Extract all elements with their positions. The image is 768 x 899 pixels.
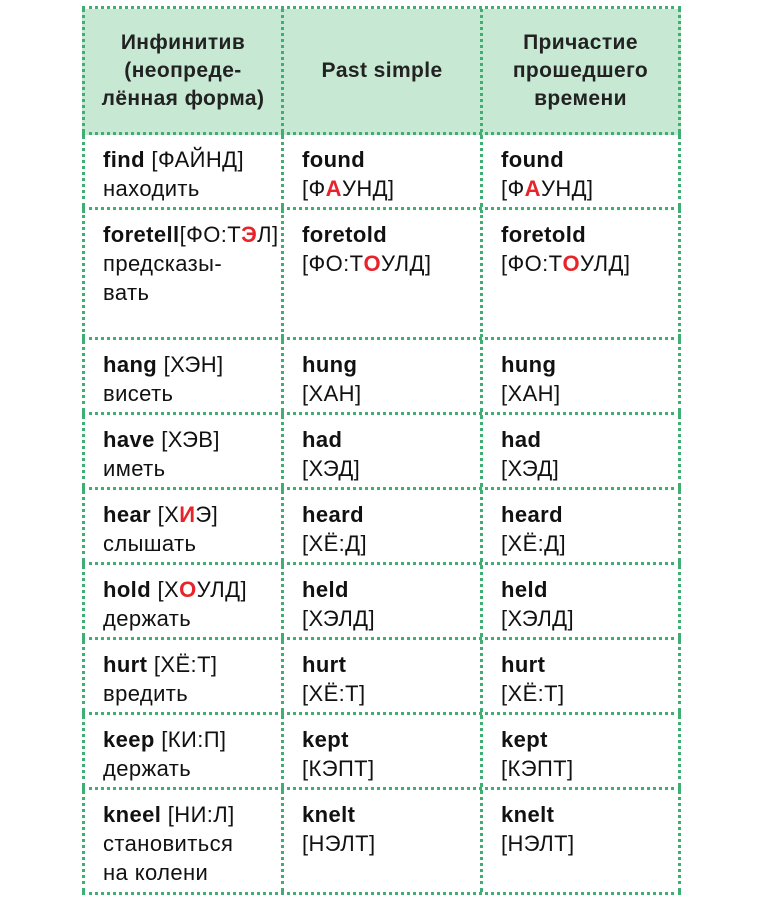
table-row (82, 415, 681, 490)
cell-line (501, 174, 668, 203)
table-row (82, 640, 681, 715)
cell-line (302, 800, 470, 829)
english-word: heard (302, 502, 364, 527)
table-row (82, 790, 681, 895)
english-word: had (501, 427, 542, 452)
cell-infinitive (82, 415, 281, 487)
cell-line (302, 575, 470, 604)
cell-line (302, 249, 470, 278)
cell-line (103, 725, 271, 754)
text-segment: находить (103, 176, 200, 201)
cell-line (501, 829, 668, 858)
text-segment: [ХЭД] (501, 456, 560, 481)
cell-line (501, 650, 668, 679)
table-row (82, 715, 681, 790)
cell-line (501, 454, 668, 483)
table-row (82, 565, 681, 640)
stressed-vowel: Э (241, 222, 258, 247)
cell-line (103, 529, 271, 558)
english-word: kept (501, 727, 548, 752)
text-segment: на колени (103, 860, 209, 885)
text-segment: [ХЁ:Д] (302, 531, 367, 556)
text-segment: висеть (103, 381, 174, 406)
english-word: held (302, 577, 349, 602)
cell-line (501, 500, 668, 529)
cell-line (103, 575, 271, 604)
cell-past-participle (480, 340, 681, 412)
cell-past-participle (480, 210, 681, 337)
cell-line (103, 249, 271, 278)
english-word: kept (302, 727, 349, 752)
english-word: have (103, 427, 155, 452)
english-word: hurt (501, 652, 546, 677)
text-segment: [ХЭВ] (154, 427, 220, 452)
text-segment: [ХЁ:Т] (501, 681, 565, 706)
header-past-simple: Past simple (281, 9, 480, 132)
cell-line (501, 604, 668, 633)
text-segment: [ФО:Т (302, 251, 364, 276)
english-word: found (501, 147, 565, 172)
text-segment: держать (103, 756, 192, 781)
cell-line (103, 454, 271, 483)
text-segment: [Ф (501, 176, 525, 201)
cell-line (501, 425, 668, 454)
text-segment: становиться (103, 831, 234, 856)
cell-past-participle (480, 415, 681, 487)
cell-infinitive (82, 790, 281, 892)
text-segment: [ХЭД] (302, 456, 361, 481)
cell-line (302, 725, 470, 754)
text-segment: УЛД] (580, 251, 631, 276)
cell-line (302, 425, 470, 454)
text-segment: [ФО:Т (179, 222, 242, 247)
english-word: hold (103, 577, 152, 602)
text-segment: вать (103, 280, 150, 305)
cell-line (103, 754, 271, 783)
cell-past-participle (480, 490, 681, 562)
text-segment: [ХАН] (501, 381, 561, 406)
cell-line (103, 379, 271, 408)
cell-line (501, 754, 668, 783)
table-row (82, 340, 681, 415)
text-segment: [Х (151, 577, 180, 602)
text-segment: [ФАЙНД] (144, 147, 244, 172)
cell-line (501, 679, 668, 708)
cell-line (302, 829, 470, 858)
english-word: keep (103, 727, 155, 752)
cell-line (501, 249, 668, 278)
stressed-vowel: А (524, 176, 541, 201)
cell-line (103, 858, 271, 887)
cell-line (501, 145, 668, 174)
text-segment: вредить (103, 681, 189, 706)
english-word: held (501, 577, 548, 602)
text-segment: [ХАН] (302, 381, 362, 406)
cell-past-participle (480, 790, 681, 892)
cell-line (501, 725, 668, 754)
stressed-vowel: О (179, 577, 197, 602)
text-segment: держать (103, 606, 192, 631)
cell-past-simple (281, 210, 480, 337)
cell-line (103, 278, 271, 307)
cell-past-simple (281, 135, 480, 207)
cell-infinitive (82, 340, 281, 412)
text-segment: [ХЁ:Д] (501, 531, 566, 556)
cell-line (302, 604, 470, 633)
english-word: found (302, 147, 366, 172)
cell-line (103, 220, 279, 249)
cell-line (103, 679, 271, 708)
table-row (82, 490, 681, 565)
table-row (82, 210, 681, 340)
header-past-participle: Причастие прошедшего времени (480, 9, 681, 132)
english-word: hung (501, 352, 557, 377)
english-word: had (302, 427, 343, 452)
table-header (82, 9, 681, 135)
cell-line (103, 500, 271, 529)
cell-past-participle (480, 640, 681, 712)
cell-line (302, 174, 470, 203)
cell-line (302, 529, 470, 558)
cell-past-simple (281, 490, 480, 562)
english-word: find (103, 147, 145, 172)
english-word: foretold (501, 222, 587, 247)
text-segment: [НИ:Л] (161, 802, 235, 827)
cell-line (103, 350, 271, 379)
stressed-vowel: А (325, 176, 342, 201)
text-segment: [ФО:Т (501, 251, 563, 276)
cell-line (302, 754, 470, 783)
cell-past-simple (281, 715, 480, 787)
cell-infinitive (82, 490, 281, 562)
table-row (82, 135, 681, 210)
text-segment: УЛД] (381, 251, 432, 276)
cell-line (302, 454, 470, 483)
cell-line (103, 800, 271, 829)
text-segment: иметь (103, 456, 166, 481)
english-word: hurt (103, 652, 148, 677)
cell-infinitive (82, 715, 281, 787)
stressed-vowel: О (363, 251, 382, 276)
cell-line (501, 379, 668, 408)
cell-past-simple (281, 415, 480, 487)
cell-past-simple (281, 790, 480, 892)
cell-line (302, 379, 470, 408)
cell-line (302, 350, 470, 379)
cell-line (103, 425, 271, 454)
cell-past-simple (281, 340, 480, 412)
english-word: knelt (501, 802, 555, 827)
english-word: hang (103, 352, 158, 377)
text-segment: слышать (103, 531, 197, 556)
cell-line (302, 220, 470, 249)
text-segment: [ХЭЛД] (302, 606, 375, 631)
text-segment: УНД] (341, 176, 395, 201)
cell-line (501, 575, 668, 604)
english-word: foretell (103, 222, 180, 247)
cell-infinitive (82, 640, 281, 712)
english-word: hung (302, 352, 358, 377)
english-word: hurt (302, 652, 347, 677)
text-segment: Л] (257, 222, 279, 247)
cell-line (302, 500, 470, 529)
cell-line (501, 220, 668, 249)
english-word: kneel (103, 802, 162, 827)
cell-past-simple (281, 565, 480, 637)
cell-past-participle (480, 565, 681, 637)
cell-line (302, 679, 470, 708)
cell-infinitive (82, 135, 281, 207)
cell-past-participle (480, 715, 681, 787)
cell-line (501, 529, 668, 558)
cell-line (501, 800, 668, 829)
text-segment: [ХЭЛД] (501, 606, 574, 631)
table-body (82, 135, 681, 895)
cell-line (103, 650, 271, 679)
text-segment: [ХЭН] (157, 352, 224, 377)
text-segment: [КЭПТ] (501, 756, 574, 781)
cell-line (302, 650, 470, 679)
cell-infinitive (82, 565, 281, 637)
text-segment: УЛД] (196, 577, 247, 602)
cell-line (501, 350, 668, 379)
text-segment: [КИ:П] (154, 727, 227, 752)
text-segment: УНД] (540, 176, 594, 201)
text-segment: [Х (151, 502, 180, 527)
text-segment: [ХЁ:Т] (147, 652, 218, 677)
cell-infinitive (82, 210, 281, 337)
cell-line (103, 174, 271, 203)
cell-line (103, 145, 271, 174)
stressed-vowel: О (562, 251, 581, 276)
text-segment: [НЭЛТ] (302, 831, 376, 856)
text-segment: [ХЁ:Т] (302, 681, 366, 706)
cell-line (302, 145, 470, 174)
header-infinitive: Инфинитив (неопреде-лённая форма) (82, 9, 281, 132)
text-segment: Э] (195, 502, 219, 527)
verb-table (82, 6, 681, 895)
english-word: foretold (302, 222, 388, 247)
text-segment: [КЭПТ] (302, 756, 375, 781)
stressed-vowel: И (179, 502, 196, 527)
english-word: hear (103, 502, 152, 527)
english-word: knelt (302, 802, 356, 827)
english-word: heard (501, 502, 563, 527)
cell-past-simple (281, 640, 480, 712)
cell-line (103, 604, 271, 633)
text-segment: [НЭЛТ] (501, 831, 575, 856)
cell-line (103, 829, 271, 858)
text-segment: [Ф (302, 176, 326, 201)
cell-past-participle (480, 135, 681, 207)
text-segment: предсказы- (103, 251, 223, 276)
